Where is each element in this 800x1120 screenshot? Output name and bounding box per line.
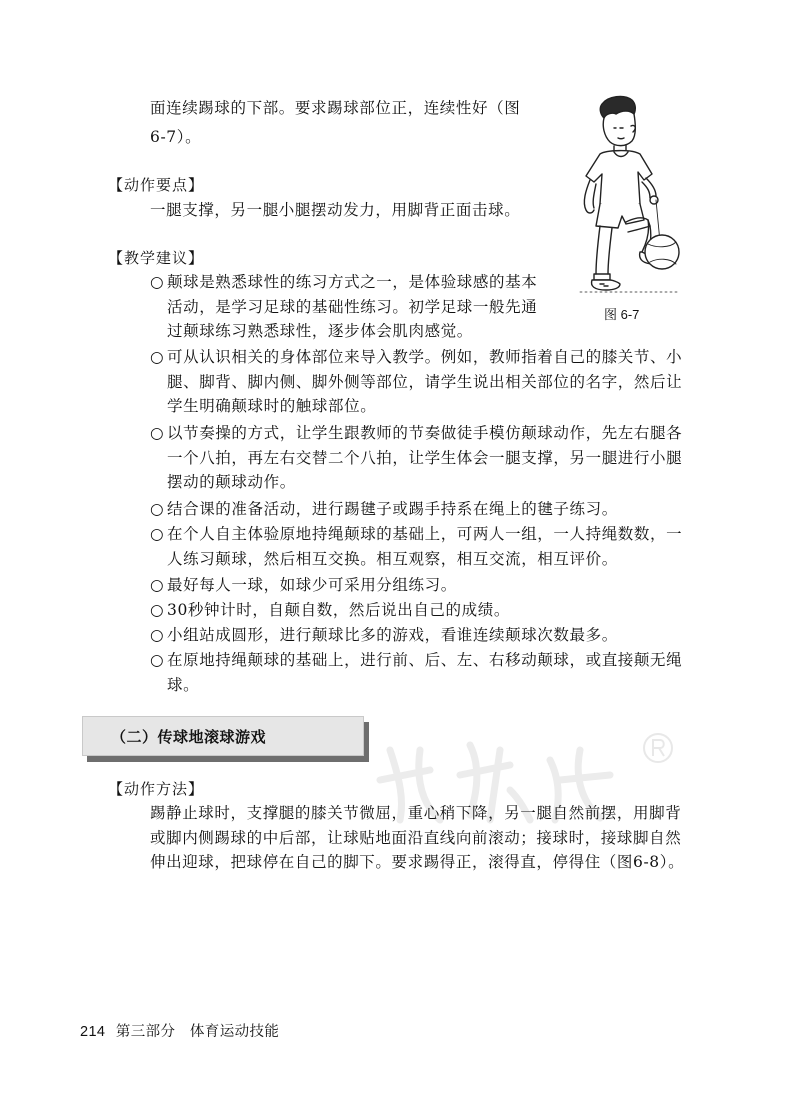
bullet-icon: ○ [150, 348, 165, 366]
advice-item-text: 以节奏操的方式，让学生跟教师的节奏做徒手模仿颠球动作，先左右腿各一个八拍，再左右交替二个八拍，让学生体会一腿支撑，另一腿进行小腿摆动的颠球动作。 [167, 424, 683, 491]
advice-item-text: 在个人自主体验原地持绳颠球的基础上，可两人一组，一人持绳数数，一人练习颠球，然后相互交换。相互观察，相互交流，相互评价。 [167, 525, 683, 568]
section-heading-teaching-advice: 【教学建议】 [108, 250, 205, 267]
top-paragraph [150, 96, 530, 149]
page-footer [80, 1020, 279, 1041]
top-paragraph-line-1: 面连续踢球的下部。要求踢球部位正，连续性好（图 [150, 99, 521, 117]
advice-item [150, 598, 692, 623]
advice-item-text: 在原地持绳颠球的基础上，进行前、后、左、右移动颠球，或直接颠无绳球。 [167, 651, 683, 694]
boy-kicking-shuttlecock-illustration [560, 92, 700, 307]
advice-item [150, 522, 692, 571]
advice-item-text: 颠球是熟悉球性的练习方式之一，是体验球感的基本活动，是学习足球的基础性练习。初学足球一般先通过颠球练习熟悉球性，逐步体会肌肉感觉。 [167, 273, 538, 340]
figure-caption: 图 6-7 [604, 307, 640, 322]
bullet-icon: ○ [150, 525, 165, 543]
advice-item [150, 421, 692, 495]
bullet-icon: ○ [150, 651, 165, 669]
action-points-text: 一腿支撑，另一腿小腿摆动发力，用脚背正面击球。 [150, 201, 521, 219]
footer-chapter-label: 体育运动技能 [189, 1024, 280, 1040]
advice-item-text: 可从认识相关的身体部位来导入教学。例如，教师指着自己的膝关节、小腿、脚背、脚内侧、脚外侧等部位，请学生说出相关部位的名字，然后让学生明确颠球时的触球部位。 [167, 348, 683, 415]
section-heading-action-method: 【动作方法】 [108, 781, 205, 798]
footer-part-label: 第三部分 [115, 1024, 176, 1040]
section-title: （二）传球地滚球游戏 [111, 729, 267, 746]
advice-item [150, 270, 550, 344]
advice-item [150, 648, 692, 697]
advice-item [150, 497, 692, 522]
page-number: 214 [80, 1024, 106, 1040]
top-paragraph-line-2: 6-7）。 [150, 127, 202, 146]
advice-item [150, 623, 692, 648]
advice-item [150, 573, 692, 598]
bullet-icon: ○ [150, 601, 165, 619]
advice-item [150, 345, 692, 419]
bullet-icon: ○ [150, 576, 165, 594]
action-method-text: 踢静止球时，支撑腿的膝关节微屈，重心稍下降，另一腿自然前摆，用脚背或脚内侧踢球的中后部，让球贴地面沿直线向前滚动；接球时，接球脚自然伸出迎球，把球停在自己的脚下。要求踢得正，滚得直，停得住（图6-8）。 [150, 804, 685, 871]
section-heading-action-points: 【动作要点】 [108, 177, 205, 194]
bullet-icon: ○ [150, 626, 165, 644]
bullet-icon: ○ [150, 500, 165, 518]
figure-6-7 [560, 92, 700, 322]
advice-item-text: 结合课的准备活动，进行踢毽子或踢手持系在绳上的毽子练习。 [167, 500, 618, 518]
advice-item-text: 30秒钟计时，自颠自数，然后说出自己的成绩。 [167, 601, 510, 619]
section-title-bar [82, 716, 364, 756]
bullet-icon: ○ [150, 424, 165, 442]
advice-item-text: 最好每人一球，如球少可采用分组练习。 [167, 576, 457, 594]
bullet-icon: ○ [150, 273, 165, 291]
advice-item-text: 小组站成圆形，进行颠球比多的游戏，看谁连续颠球次数最多。 [167, 626, 618, 644]
